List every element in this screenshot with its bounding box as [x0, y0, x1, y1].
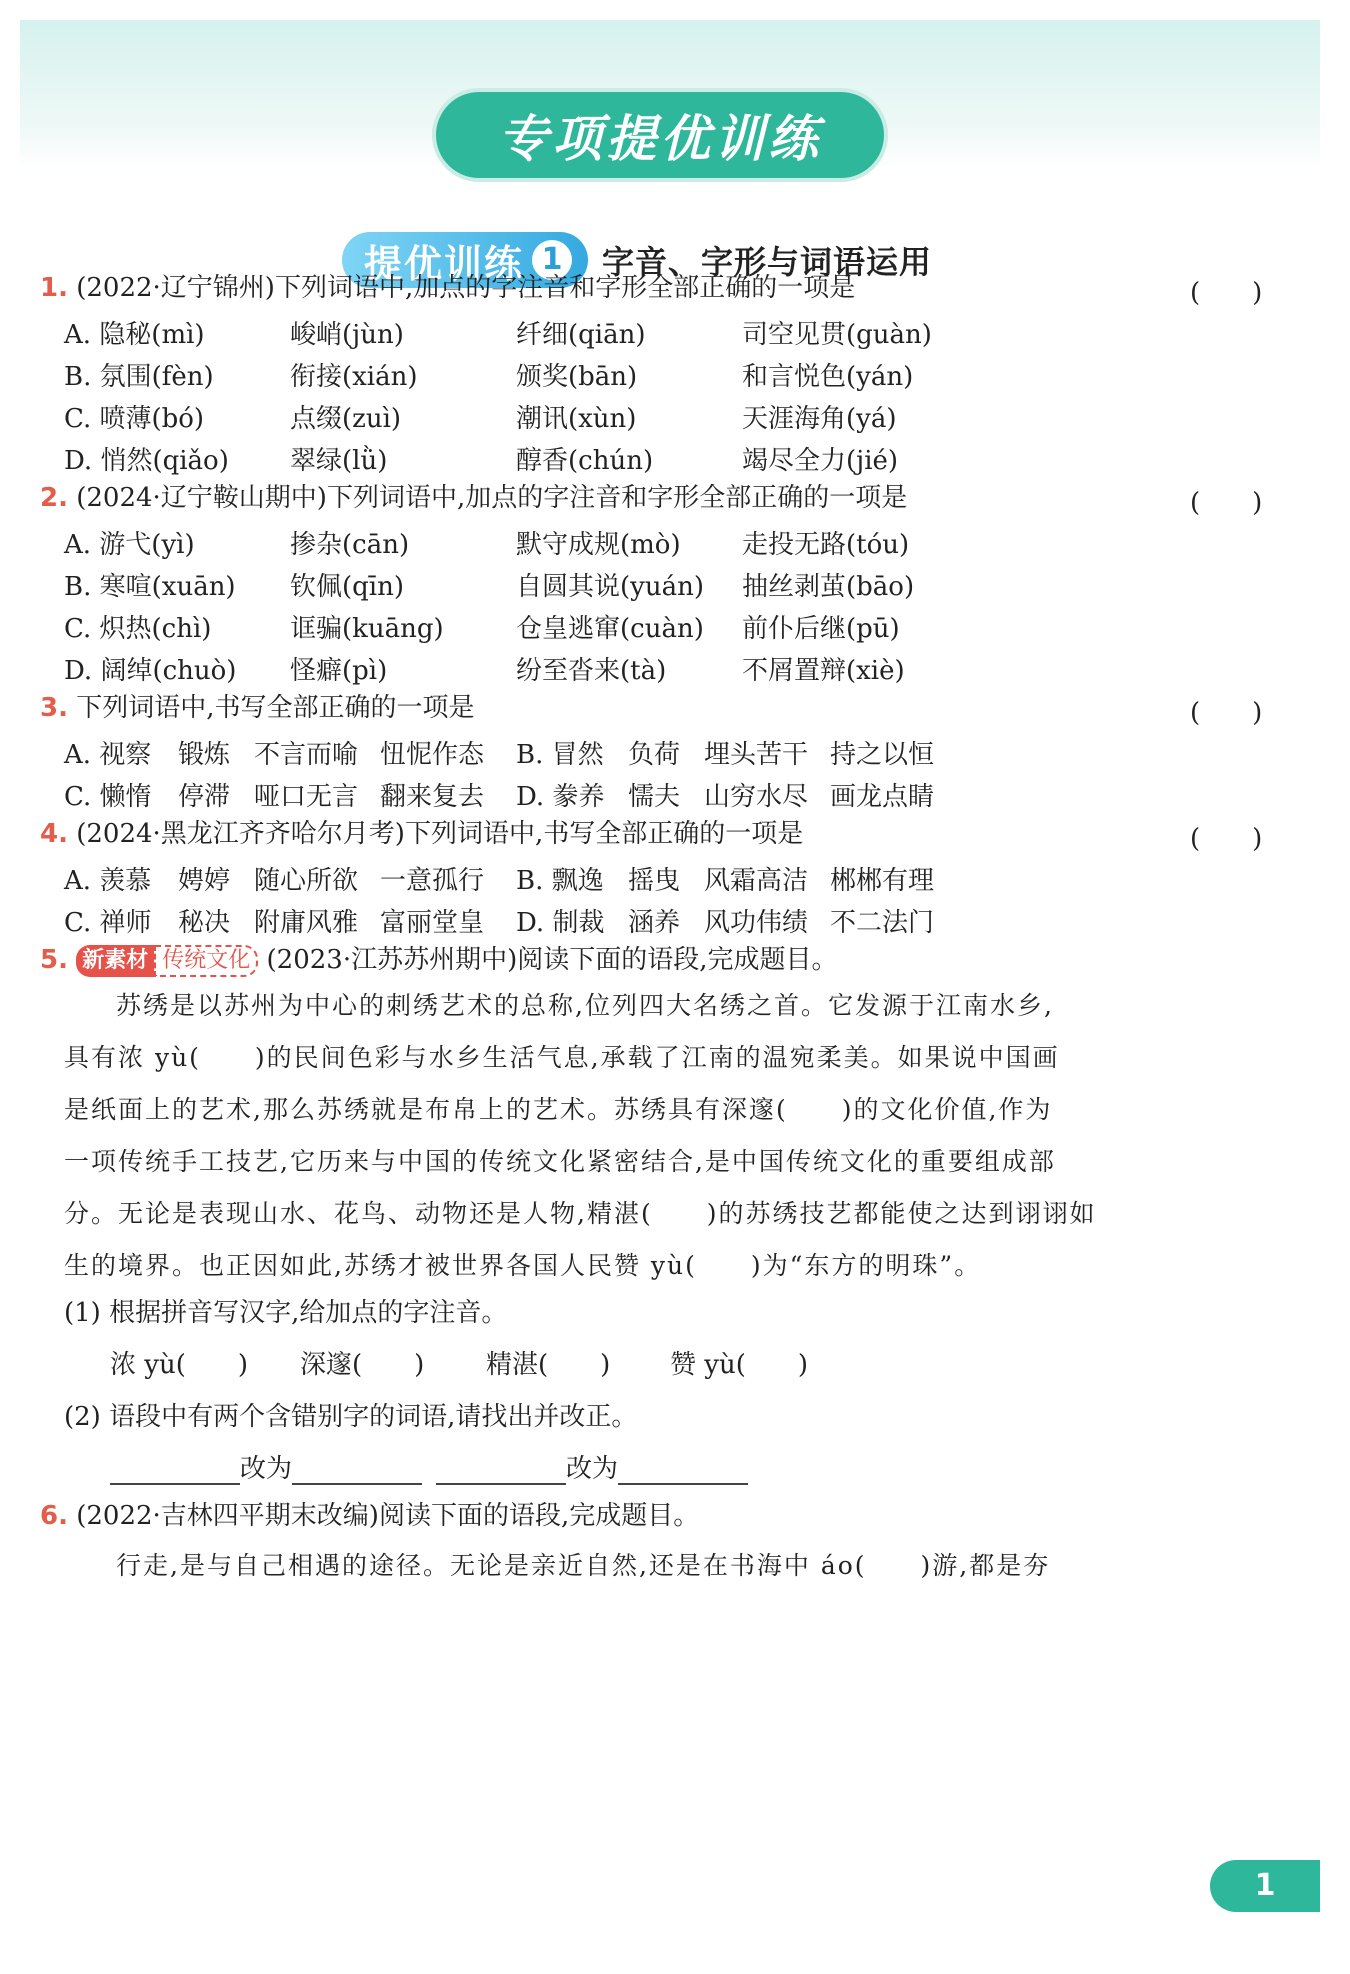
section-label: 提优训练 [364, 241, 525, 286]
new-material-tag: 新素材 [76, 945, 154, 977]
option-text: 停滞 [178, 782, 231, 812]
question-text: (2024·黑龙江齐齐哈尔月考)下列词语中,书写全部正确的一项是 [76, 819, 804, 849]
page-number: 1 [1210, 1860, 1320, 1912]
question-number: 4. [40, 819, 68, 849]
option-text: 诓骗(kuāng) [290, 614, 444, 644]
option-text: 一意孤行 [380, 866, 485, 896]
option-text: C. 喷薄(bó) [64, 404, 205, 434]
option-text: 持之以恒 [830, 740, 935, 770]
option-text: A. 视察 [64, 740, 152, 770]
option-text: D. 阔绰(chuò) [64, 656, 237, 686]
option-text: 锻炼 [178, 740, 231, 770]
option-text: C. 懒惰 [64, 782, 152, 812]
passage-line: 分。无论是表现山水、花鸟、动物还是人物,精湛( )的苏绣技艺都能使之达到诩诩如 [64, 1199, 1097, 1228]
option-text: 懦夫 [628, 782, 681, 812]
option-text: 自圆其说(yuán) [516, 572, 704, 602]
fill-item[interactable]: 精湛( ) [486, 1350, 611, 1380]
option-text: 衔接(xián) [290, 362, 418, 392]
option-text: 走投无路(tóu) [742, 530, 910, 560]
question-6-stem [40, 1496, 699, 1536]
option-text: B. 寒喧(xuān) [64, 572, 236, 602]
option-text: 附庸风雅 [254, 908, 359, 938]
answer-blank[interactable] [436, 1455, 566, 1485]
answer-bracket[interactable]: ( ) [1190, 824, 1263, 854]
section-number: 1 [532, 240, 572, 280]
passage-line: 一项传统手工技艺,它历来与中国的传统文化紧密结合,是中国传统文化的重要组成部 [64, 1147, 1056, 1176]
option-text: 娉婷 [178, 866, 231, 896]
question-number: 6. [40, 1501, 68, 1531]
option-text: 负荷 [628, 740, 681, 770]
question-4-stem [40, 814, 803, 854]
option-text: 司空见贯(guàn) [742, 320, 932, 350]
option-text: 不屑置辩(xiè) [742, 656, 905, 686]
option-text: 忸怩作态 [380, 740, 485, 770]
header-banner [20, 20, 1320, 170]
section-subtitle: 字音、字形与词语运用 [602, 243, 933, 281]
option-text: C. 禅师 [64, 908, 152, 938]
option-text: 风功伟绩 [704, 908, 809, 938]
question-number: 2. [40, 483, 68, 513]
option-text: 醇香(chún) [516, 446, 654, 476]
answer-bracket[interactable]: ( ) [1190, 488, 1263, 518]
option-text: B. 氛围(fèn) [64, 362, 214, 392]
option-text: 和言悦色(yán) [742, 362, 914, 392]
option-text: 哑口无言 [254, 782, 359, 812]
option-text: A. 羡慕 [64, 866, 152, 896]
question-text: (2022·辽宁锦州)下列词语中,加点的字注音和字形全部正确的一项是 [76, 273, 856, 303]
answer-blank[interactable] [618, 1455, 748, 1485]
option-text: 颁奖(bān) [516, 362, 638, 392]
option-text: 怪癖(pì) [290, 656, 388, 686]
option-text: C. 炽热(chì) [64, 614, 212, 644]
answer-bracket[interactable]: ( ) [1190, 698, 1263, 728]
option-text: 竭尽全力(jié) [742, 446, 899, 476]
option-text: 不言而喻 [254, 740, 359, 770]
question-number: 5. [40, 945, 68, 975]
question-number: 3. [40, 693, 68, 723]
answer-blank[interactable] [292, 1455, 422, 1485]
fill-item[interactable]: 浓 yù( ) [110, 1350, 248, 1380]
question-1-stem [40, 268, 855, 308]
passage-line: 行走,是与自己相遇的途径。无论是亲近自然,还是在书海中 áo( )游,都是夯 [116, 1551, 1051, 1580]
option-text: 纷至沓来(tà) [516, 656, 667, 686]
option-text: A. 隐秘(mì) [64, 320, 205, 350]
option-text: 翠绿(lǜ) [290, 446, 388, 476]
option-text: B. 冒然 [516, 740, 604, 770]
option-text: 前仆后继(pū) [742, 614, 900, 644]
option-text: 潮讯(xùn) [516, 404, 637, 434]
question-5-stem [40, 940, 838, 980]
option-text: 涵养 [628, 908, 681, 938]
option-text: 随心所欲 [254, 866, 359, 896]
option-text: 摇曳 [628, 866, 681, 896]
question-text: (2022·吉林四平期末改编)阅读下面的语段,完成题目。 [76, 1501, 700, 1531]
correction-label: 改为 [240, 1454, 293, 1484]
answer-bracket[interactable]: ( ) [1190, 278, 1263, 308]
subquestion-2: (2) 语段中有两个含错别字的词语,请找出并改正。 [64, 1402, 638, 1432]
option-text: 天涯海角(yá) [742, 404, 897, 434]
option-text: 默守成规(mò) [516, 530, 681, 560]
question-number: 1. [40, 273, 68, 303]
option-text: 埋头苦干 [704, 740, 809, 770]
option-text: D. 制裁 [516, 908, 605, 938]
option-text: 不二法门 [830, 908, 935, 938]
banner-title-pill [432, 88, 888, 182]
option-text: D. 豢养 [516, 782, 605, 812]
option-text: D. 悄然(qiǎo) [64, 446, 229, 476]
option-text: 仓皇逃窜(cuàn) [516, 614, 704, 644]
question-text: (2023·江苏苏州期中)阅读下面的语段,完成题目。 [266, 945, 838, 975]
option-text: 秘决 [178, 908, 231, 938]
option-text: 点缀(zuì) [290, 404, 402, 434]
option-text: 山穷水尽 [704, 782, 809, 812]
option-text: 郴郴有理 [830, 866, 935, 896]
correction-row [110, 1448, 422, 1485]
option-text: 纤细(qiān) [516, 320, 646, 350]
option-text: 翻来复去 [380, 782, 485, 812]
subquestion-1: (1) 根据拼音写汉字,给加点的字注音。 [64, 1298, 508, 1328]
correction-row [436, 1448, 748, 1485]
option-text: 风霜高洁 [704, 866, 809, 896]
question-3-stem [40, 688, 475, 728]
option-text: 抽丝剥茧(bāo) [742, 572, 915, 602]
banner-title: 专项提优训练 [498, 110, 822, 168]
correction-label: 改为 [566, 1454, 619, 1484]
option-text: A. 游弋(yì) [64, 530, 195, 560]
question-text: (2024·辽宁鞍山期中)下列词语中,加点的字注音和字形全部正确的一项是 [76, 483, 908, 513]
question-2-stem [40, 478, 907, 518]
culture-tag: 传统文化 [154, 945, 258, 977]
answer-blank[interactable] [110, 1455, 240, 1485]
option-text: 富丽堂皇 [380, 908, 485, 938]
option-text: 峻峭(jùn) [290, 320, 404, 350]
fill-item[interactable]: 赞 yù( ) [670, 1350, 808, 1380]
passage-line: 生的境界。也正因如此,苏绣才被世界各国人民赞 yù( )为“东方的明珠”。 [64, 1251, 982, 1280]
option-text: B. 飘逸 [516, 866, 604, 896]
passage-line: 苏绣是以苏州为中心的刺绣艺术的总称,位列四大名绣之首。它发源于江南水乡, [116, 991, 1054, 1020]
option-text: 钦佩(qīn) [290, 572, 404, 602]
question-text: 下列词语中,书写全部正确的一项是 [76, 693, 475, 723]
option-text: 画龙点睛 [830, 782, 935, 812]
fill-item[interactable]: 深邃( ) [300, 1350, 425, 1380]
passage-line: 具有浓 yù( )的民间色彩与水乡生活气息,承载了江南的温宛柔美。如果说中国画 [64, 1043, 1060, 1072]
passage-line: 是纸面上的艺术,那么苏绣就是布帛上的艺术。苏绣具有深邃( )的文化价值,作为 [64, 1095, 1053, 1124]
page [20, 20, 1320, 1950]
option-text: 掺杂(cān) [290, 530, 410, 560]
